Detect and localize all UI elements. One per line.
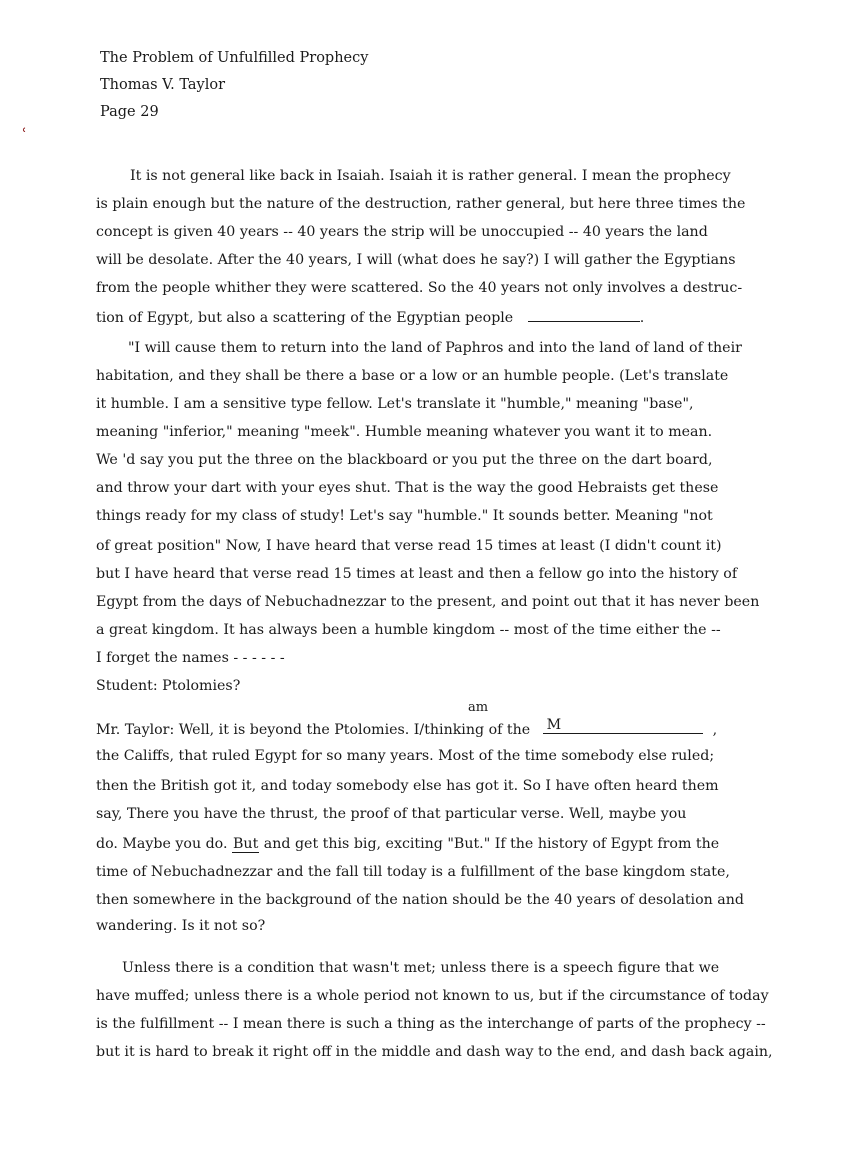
text-line: [96, 717, 718, 738]
text-line: say, There you have the thrust, the proof of that particular verse. Well, maybe you: [96, 806, 687, 822]
document-title: The Problem of Unfulfilled Prophecy: [100, 50, 369, 66]
text-line: things ready for my class of study! Let's say "humble." It sounds better. Meaning "not: [96, 508, 713, 524]
page-number: Page 29: [100, 104, 159, 120]
blank-fill-line: [528, 308, 640, 322]
text-line: Student: Ptolomies?: [96, 678, 241, 694]
text-line: time of Nebuchadnezzar and the fall till today is a fulfillment of the base kingdom state,: [96, 864, 730, 880]
text-line: the Califfs, that ruled Egypt for so many years. Most of the time somebody else ruled;: [96, 748, 715, 764]
text-line: Egypt from the days of Nebuchadnezzar to the present, and point out that it has never been: [96, 594, 760, 610]
text-line-segment: Mr. Taylor: Well, it is beyond the Ptolomies. I/thinking of the: [96, 722, 531, 738]
comma: ,: [712, 722, 718, 738]
text-line: and throw your dart with your eyes shut. That is the way the good Hebraists get these: [96, 480, 719, 496]
author-name: Thomas V. Taylor: [100, 77, 226, 93]
underlined-word: But: [233, 836, 259, 852]
text-line: meaning "inferior," meaning "meek". Humble meaning whatever you want it to mean.: [96, 424, 713, 440]
text-line: [96, 836, 719, 853]
text-line: We 'd say you put the three on the blackboard or you put the three on the dart board,: [96, 452, 713, 468]
text-line: It is not general like back in Isaiah. Isaiah it is rather general. I mean the prophecy: [130, 168, 731, 184]
text-line: Unless there is a condition that wasn't met; unless there is a speech figure that we: [122, 960, 720, 976]
interlinear-insertion: am: [468, 700, 489, 715]
text-line: wandering. Is it not so?: [96, 918, 266, 934]
text-line: of great position" Now, I have heard that verse read 15 times at least (I didn't count it): [96, 538, 722, 554]
text-line: have muffed; unless there is a whole period not known to us, but if the circumstance of today: [96, 988, 769, 1004]
text-line: then somewhere in the background of the nation should be the 40 years of desolation and: [96, 892, 744, 908]
handwritten-initial: M: [546, 717, 562, 733]
margin-pencil-mark: ʿ: [22, 125, 27, 144]
text-line-segment: and get this big, exciting "But." If the history of Egypt from the: [263, 836, 720, 852]
text-line: "I will cause them to return into the land of Paphros and into the land of land of their: [128, 340, 742, 356]
text-line: from the people whither they were scattered. So the 40 years not only involves a destruc-: [96, 280, 743, 296]
text-line: a great kingdom. It has always been a humble kingdom -- most of the time either the --: [96, 622, 721, 638]
text-line: it humble. I am a sensitive type fellow. Let's translate it "humble," meaning "base",: [96, 396, 694, 412]
text-line-segment: do. Maybe you do.: [96, 836, 228, 852]
text-line: is the fulfillment -- I mean there is such a thing as the interchange of parts of the prophecy --: [96, 1016, 766, 1032]
period: .: [639, 310, 645, 326]
text-line: [96, 308, 644, 326]
text-line: concept is given 40 years -- 40 years the strip will be unoccupied -- 40 years the land: [96, 224, 708, 240]
text-line: but I have heard that verse read 15 times at least and then a fellow go into the history of: [96, 566, 738, 582]
text-line: is plain enough but the nature of the destruction, rather general, but here three times the: [96, 196, 746, 212]
text-line: will be desolate. After the 40 years, I will (what does he say?) I will gather the Egyptians: [96, 252, 736, 268]
text-line: then the British got it, and today somebody else has got it. So I have often heard them: [96, 778, 719, 794]
text-line: I forget the names - - - - - -: [96, 650, 285, 666]
text-line: but it is hard to break it right off in the middle and dash way to the end, and dash back again,: [96, 1044, 773, 1060]
blank-fill-line: [543, 717, 703, 734]
text-line-segment: tion of Egypt, but also a scattering of the Egyptian people: [96, 310, 514, 326]
text-line: habitation, and they shall be there a base or a low or an humble people. (Let's translate: [96, 368, 729, 384]
